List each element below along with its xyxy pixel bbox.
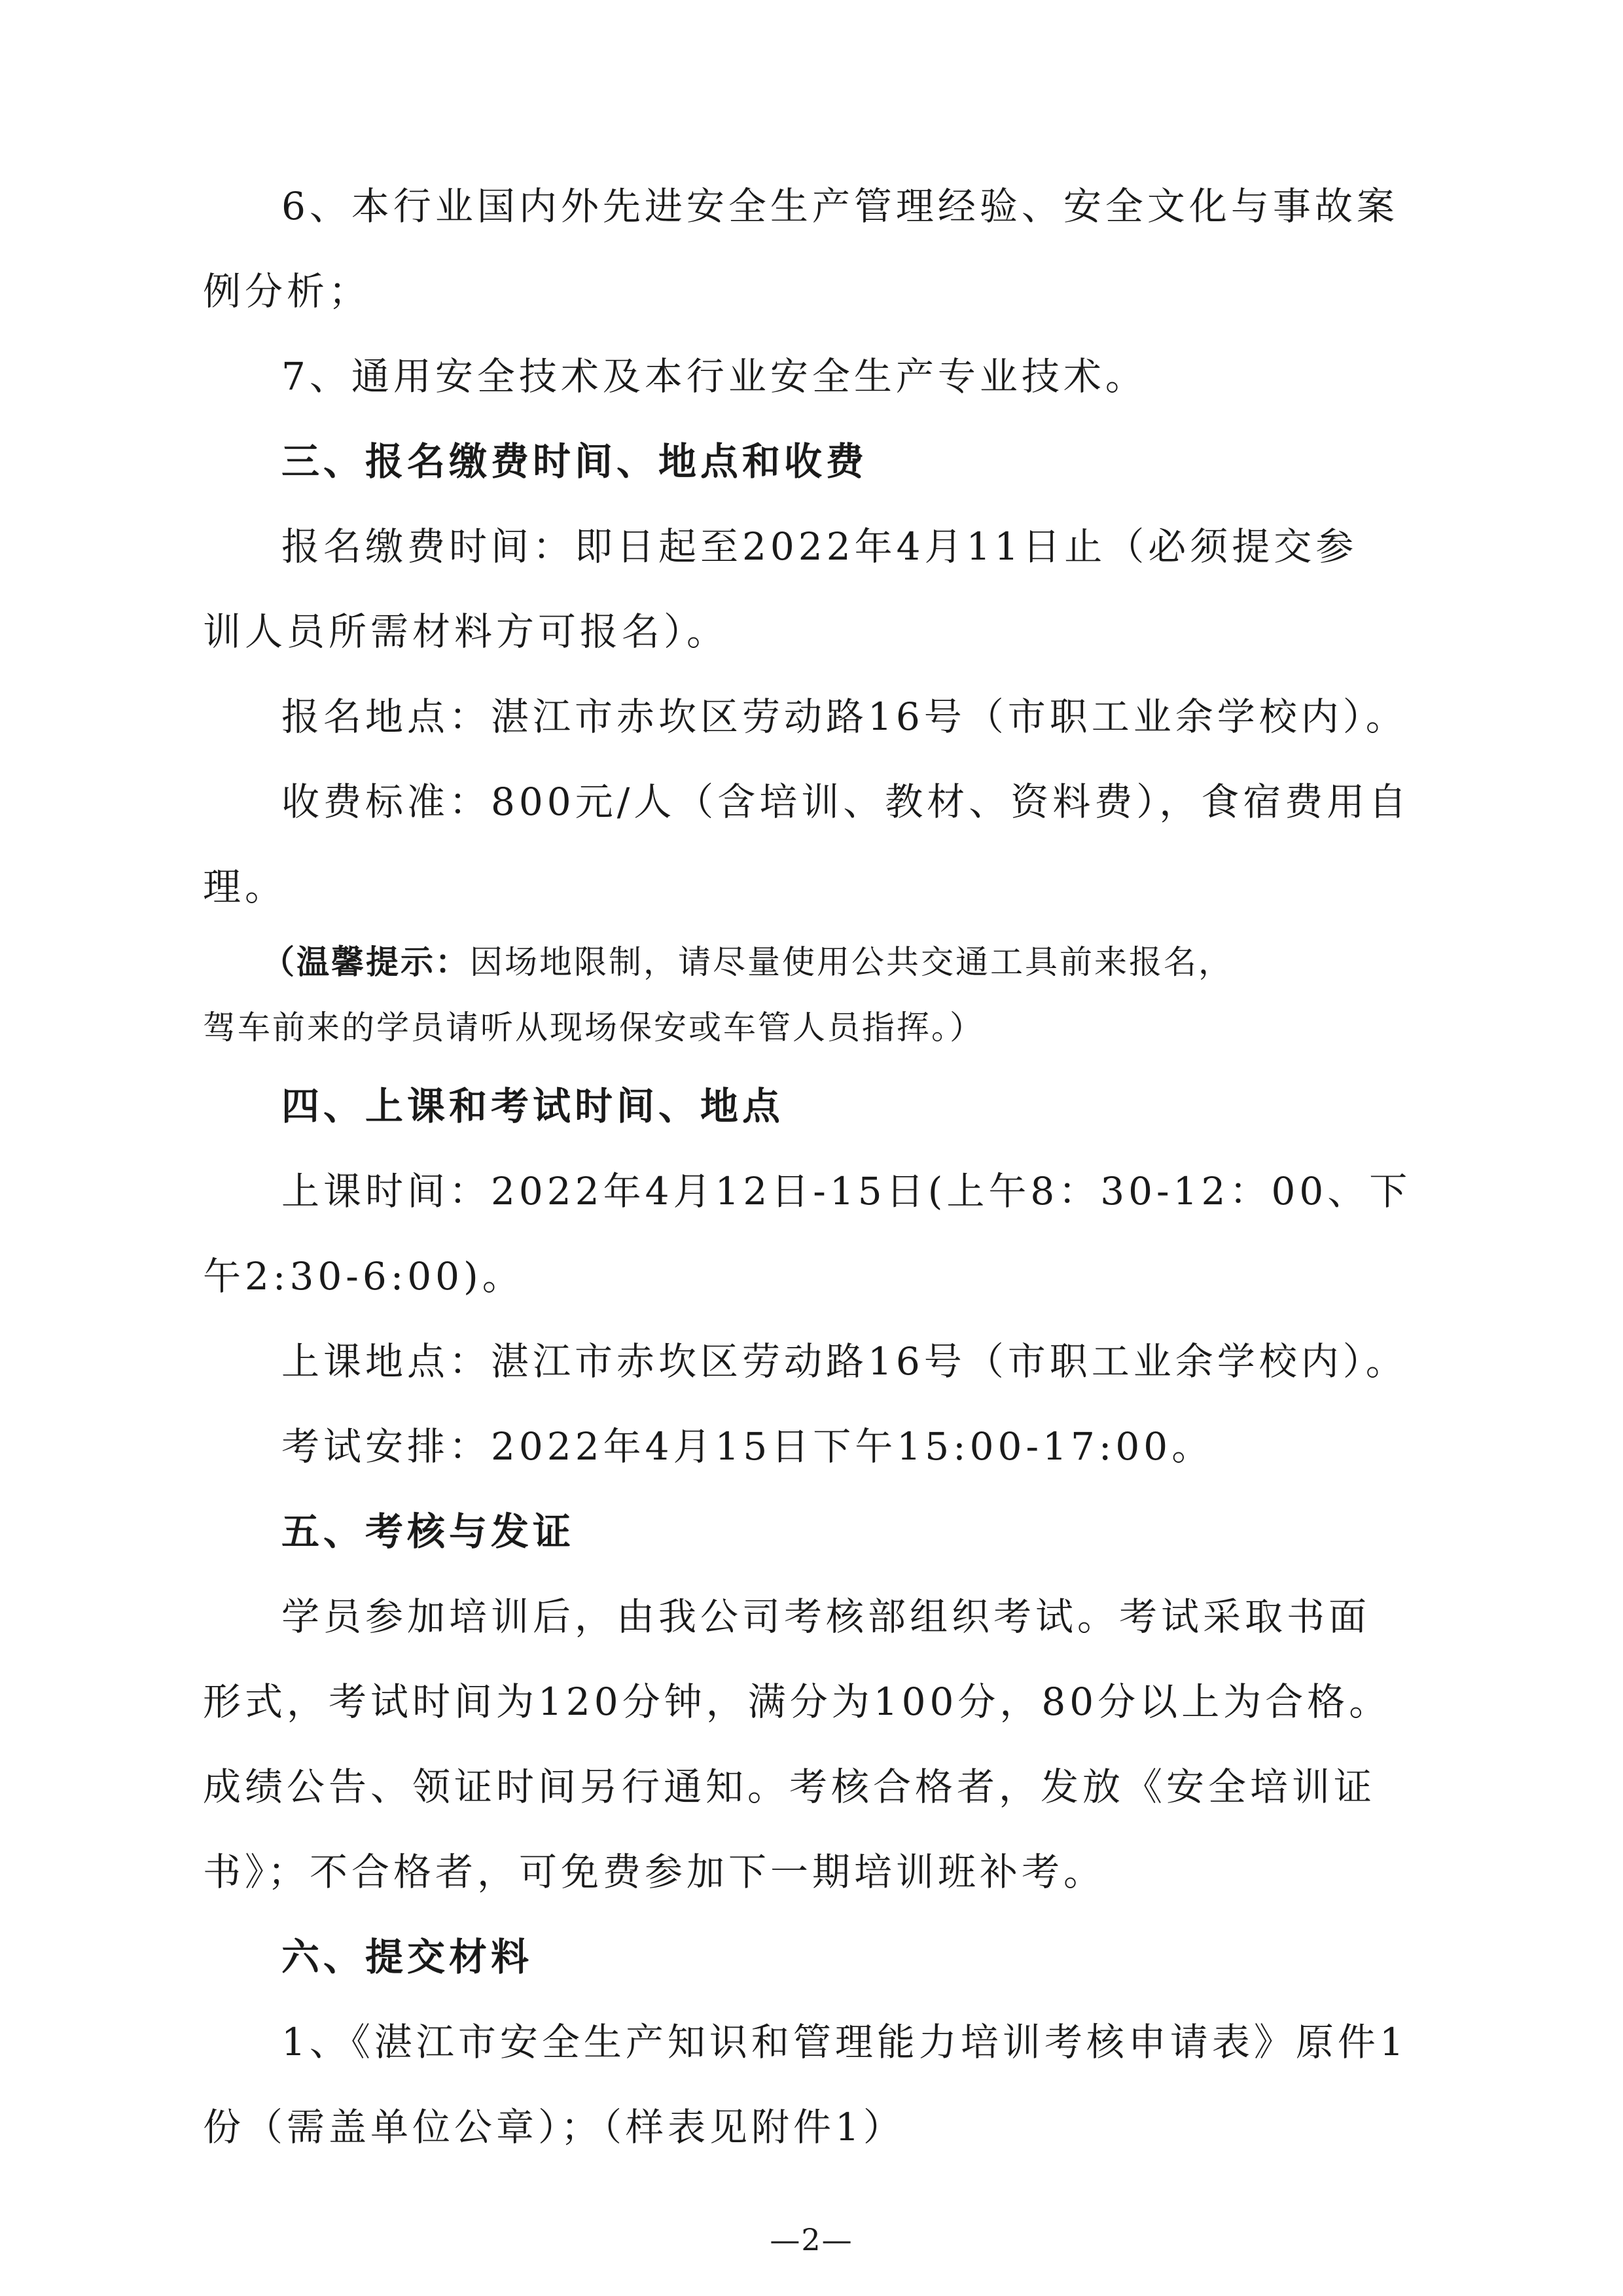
registration-time-line2: 训人员所需材料方可报名）。 [203, 609, 729, 654]
assessment-line1: 学员参加培训后，由我公司考核部组织考试。考试采取书面 [281, 1594, 1371, 1639]
tip-label: （温馨提示： [262, 943, 470, 981]
tip-text1: 因场地限制，请尽量使用公共交通工具前来报名， [470, 943, 1233, 981]
assessment-line2: 形式，考试时间为120分钟，满分为100分，80分以上为合格。 [203, 1679, 1391, 1724]
registration-time-line1: 报名缴费时间：即日起至2022年4月11日止（必须提交参 [281, 524, 1358, 569]
list-item-7: 7、通用安全技术及本行业安全生产专业技术。 [281, 354, 1147, 399]
section-heading-4: 四、上课和考试时间、地点 [281, 1084, 785, 1128]
list-item-6-line2: 例分析； [203, 269, 371, 314]
list-item-6-line1: 6、本行业国内外先进安全生产管理经验、安全文化与事故案 [281, 184, 1399, 228]
registration-location: 报名地点：湛江市赤坎区劳动路16号（市职工业余学校内）。 [281, 694, 1408, 739]
exam-schedule: 考试安排：2022年4月15日下午15:00-17:00。 [281, 1424, 1214, 1469]
class-location: 上课地点：湛江市赤坎区劳动路16号（市职工业余学校内）。 [281, 1339, 1408, 1384]
fee-standard-line1: 收费标准：800元/人（含培训、教材、资料费），食宿费用自 [281, 780, 1411, 824]
class-time-line1: 上课时间：2022年4月12日-15日(上午8：30-12：00、下 [281, 1169, 1412, 1213]
assessment-line4: 书》；不合格者，可免费参加下一期培训班补考。 [203, 1850, 1106, 1894]
tip-line2: 驾车前来的学员请听从现场保安或车管人员指挥。） [203, 1009, 984, 1047]
page-number: —2— [770, 2222, 853, 2257]
materials-item-1-line2: 份（需盖单位公章）；（样表见附件1） [203, 2105, 905, 2149]
materials-item-1-line1: 1、《湛江市安全生产知识和管理能力培训考核申请表》原件1 [281, 2020, 1408, 2064]
assessment-line3: 成绩公告、领证时间另行通知。考核合格者，发放《安全培训证 [203, 1765, 1376, 1809]
section-heading-3: 三、报名缴费时间、地点和收费 [281, 439, 868, 484]
section-heading-6: 六、提交材料 [281, 1935, 533, 1979]
tip-line1 [262, 936, 1233, 988]
section-heading-5: 五、考核与发证 [281, 1509, 575, 1554]
fee-standard-line2: 理。 [203, 865, 287, 909]
class-time-line2: 午2:30-6:00)。 [203, 1254, 524, 1299]
